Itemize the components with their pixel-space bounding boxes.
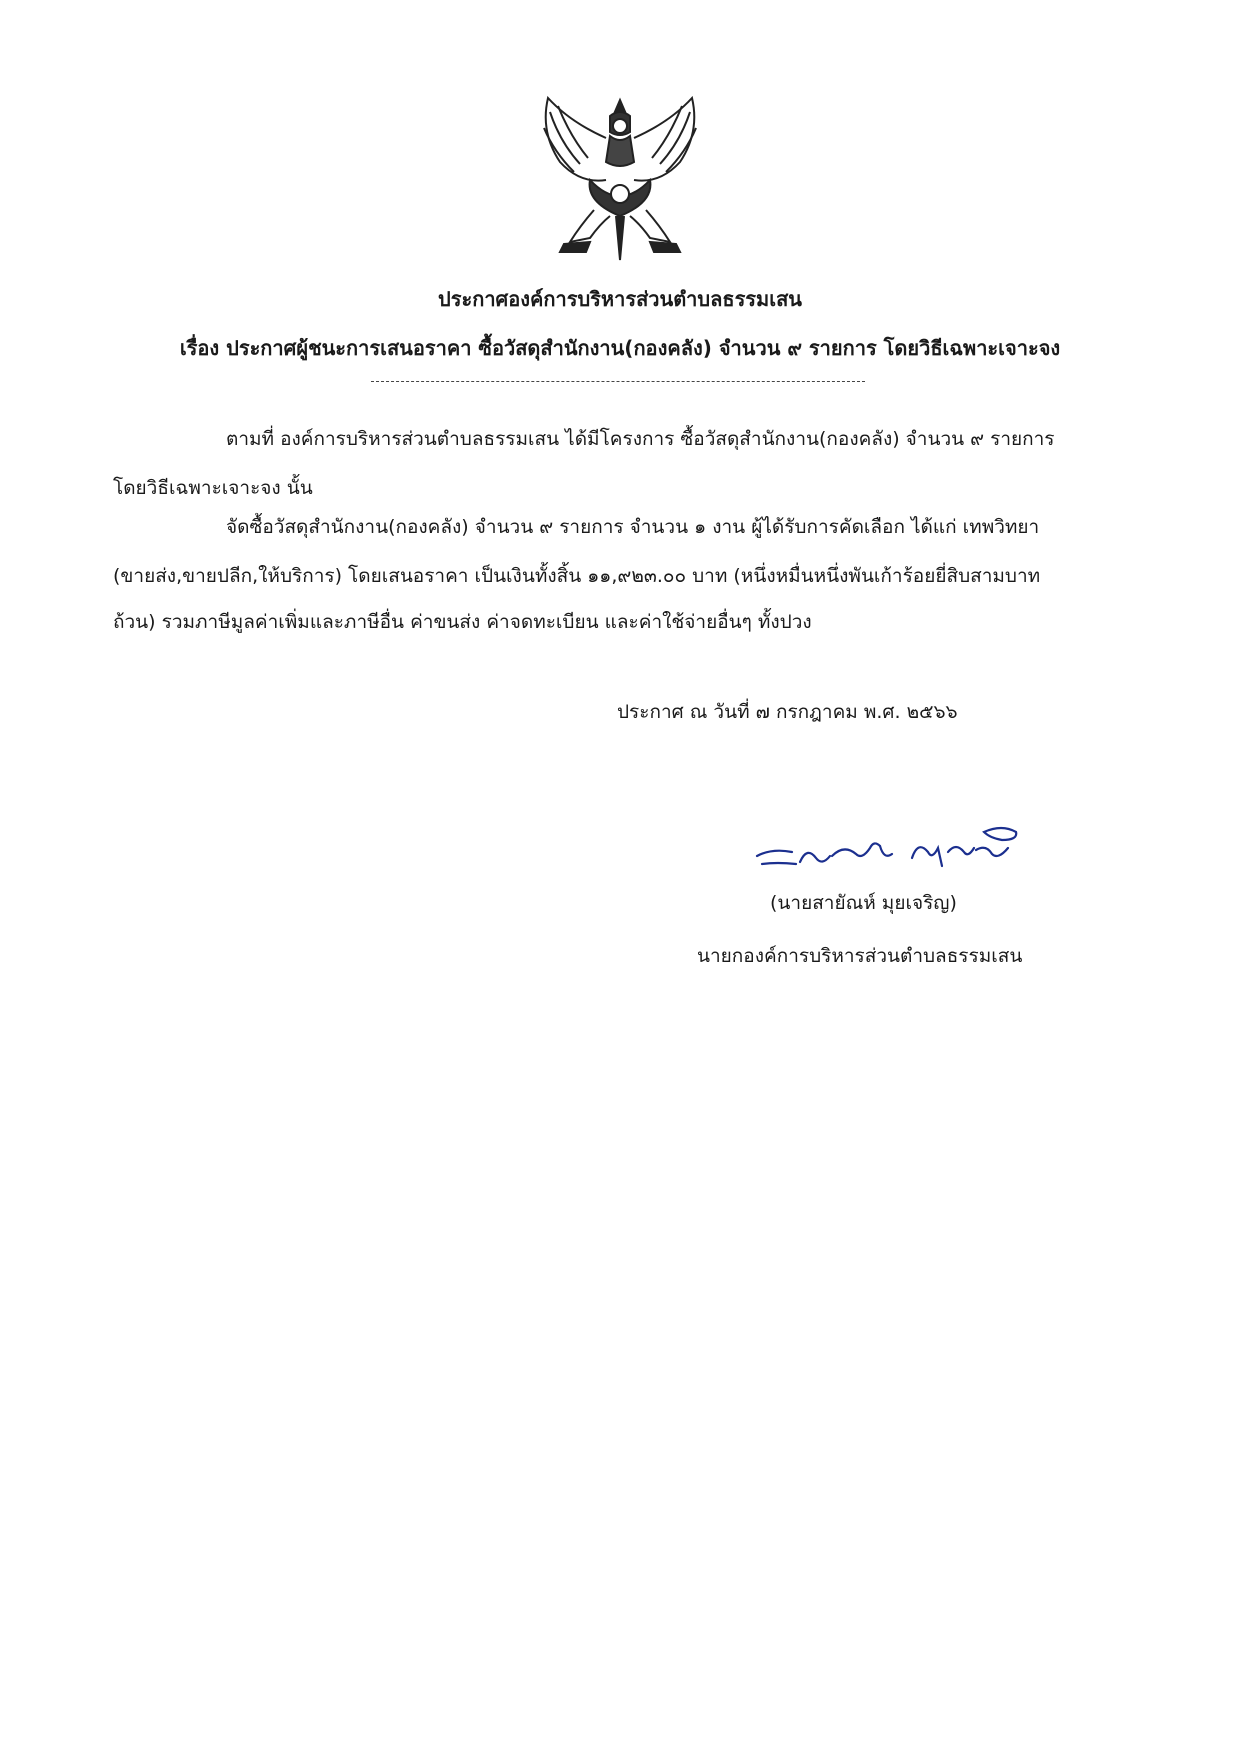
signer-name: (นายสายัณห์ มุยเจริญ): [770, 892, 957, 914]
garuda-emblem-icon: [530, 92, 710, 264]
separator-line: [371, 381, 865, 382]
paragraph-2-line-2: (ขายส่ง,ขายปลีก,ให้บริการ) โดยเสนอราคา เป็นเงินทั้งสิ้น ๑๑,๙๒๓.๐๐ บาท (หนึ่งหมื่นหนึ่งพันเก้าร้อยยี่สิบสามบาท: [113, 565, 1041, 587]
paragraph-1-line-2: โดยวิธีเฉพาะเจาะจง นั้น: [113, 477, 313, 499]
paragraph-2-line-3: ถ้วน) รวมภาษีมูลค่าเพิ่มและภาษีอื่น ค่าขนส่ง ค่าจดทะเบียน และค่าใช้จ่ายอื่นๆ ทั้งปวง: [113, 611, 812, 633]
signer-position: นายกองค์การบริหารส่วนตำบลธรรมเสน: [697, 945, 1023, 967]
paragraph-2-line-1: จัดซื้อวัสดุสำนักงาน(กองคลัง) จำนวน ๙ รายการ จำนวน ๑ งาน ผู้ได้รับการคัดเลือก ได้แก่ เทพวิทยา: [226, 516, 1040, 538]
handwritten-signature-icon: [752, 818, 1027, 878]
document-subject: เรื่อง ประกาศผู้ชนะการเสนอราคา ซื้อวัสดุสำนักงาน(กองคลัง) จำนวน ๙ รายการ โดยวิธีเฉพาะเจาะจง: [179, 336, 1061, 360]
paragraph-1-line-1: ตามที่ องค์การบริหารส่วนตำบลธรรมเสน ได้มีโครงการ ซื้อวัสดุสำนักงาน(กองคลัง) จำนวน ๙ รายการ: [226, 428, 1055, 450]
document-title: ประกาศองค์การบริหารส่วนตำบลธรรมเสน: [438, 287, 802, 311]
announcement-date: ประกาศ ณ วันที่ ๗ กรกฎาคม พ.ศ. ๒๕๖๖: [617, 701, 958, 723]
